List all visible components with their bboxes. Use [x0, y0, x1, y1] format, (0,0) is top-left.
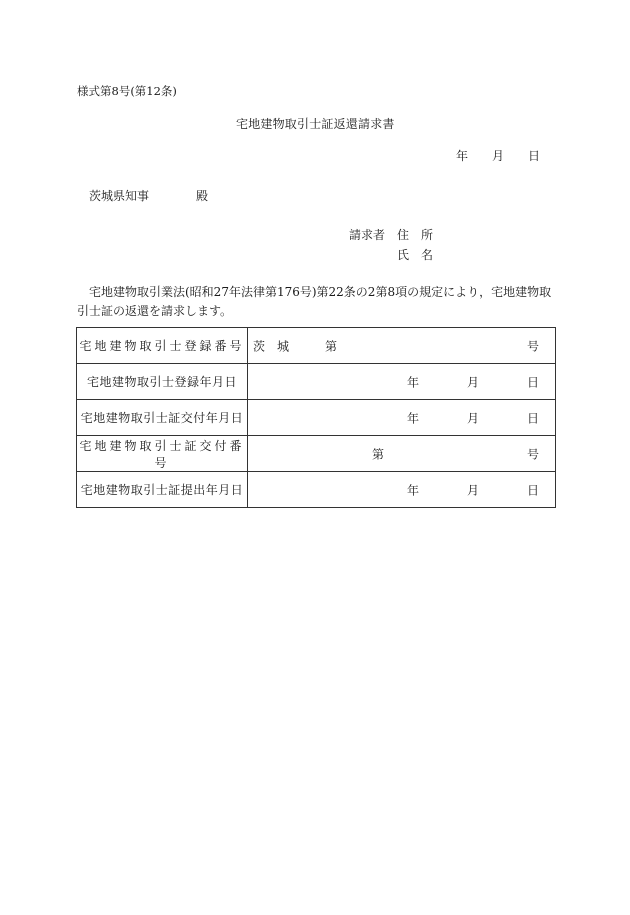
name-label-part2: 名 [421, 248, 434, 262]
submission-date-field[interactable] [247, 472, 555, 508]
dai-text: 第 [371, 447, 384, 461]
year-text: 年 [406, 375, 419, 389]
day-text: 日 [526, 411, 539, 425]
go-text: 号 [526, 339, 539, 353]
table-row [77, 472, 556, 508]
issue-number-field[interactable] [247, 436, 555, 472]
registration-number-label: 宅地建物取引士登録番号 [77, 328, 248, 364]
license-info-table [76, 327, 556, 508]
table-row [77, 400, 556, 436]
registration-number-field[interactable] [247, 328, 555, 364]
registration-date-field[interactable] [247, 364, 555, 400]
addressee-honorific: 殿 [196, 189, 209, 203]
date-month-label: 月 [492, 149, 505, 163]
table-row [77, 364, 556, 400]
issue-date-field[interactable] [247, 400, 555, 436]
issue-number-label: 宅地建物取引士証交付番号 [77, 436, 248, 472]
go-text: 号 [526, 447, 539, 461]
month-text: 月 [466, 375, 479, 389]
addressee-name: 茨城県知事 [89, 189, 150, 203]
address-label-part1: 住 [397, 228, 410, 242]
year-text: 年 [406, 411, 419, 425]
form-number: 様式第8号(第12条) [77, 84, 177, 98]
name-label-part1: 氏 [397, 248, 410, 262]
table-row [77, 328, 556, 364]
address-label-part2: 所 [421, 228, 434, 242]
date-year-label: 年 [456, 149, 469, 163]
issue-date-label: 宅地建物取引士証交付年月日 [77, 400, 248, 436]
table-row [77, 436, 556, 472]
year-text: 年 [406, 483, 419, 497]
day-text: 日 [526, 483, 539, 497]
requester-label: 請求者 [349, 228, 386, 242]
month-text: 月 [466, 483, 479, 497]
submission-date-label: 宅地建物取引士証提出年月日 [77, 472, 248, 508]
dai-text: 第 [324, 339, 337, 353]
registration-date-label: 宅地建物取引士登録年月日 [77, 364, 248, 400]
date-day-label: 日 [528, 149, 541, 163]
request-statement: 宅地建物取引業法(昭和27年法律第176号)第22条の2第8項の規定により，宅地建物取引士証の返還を請求します。 [77, 285, 552, 318]
document-title: 宅地建物取引士証返還請求書 [236, 117, 395, 131]
month-text: 月 [466, 411, 479, 425]
day-text: 日 [526, 375, 539, 389]
prefecture-text: 茨 城 [252, 339, 289, 353]
